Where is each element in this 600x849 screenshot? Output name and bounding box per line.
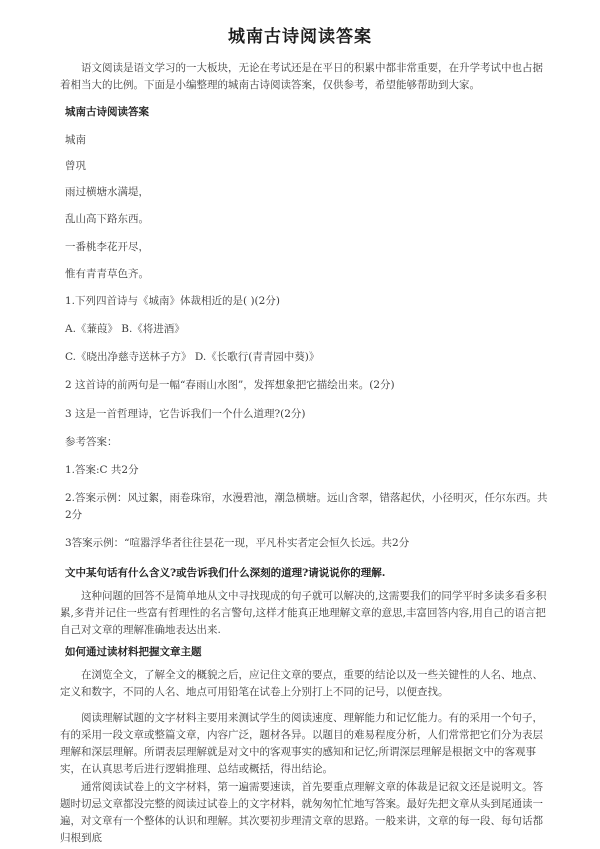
theme-paragraph-3: 通常阅读试卷上的文字材料，第一遍需要速读，首先要重点理解文章的体裁是记叙文还是说明文。答题时切忌文章都没完整的阅读过试卷上的文字材料，就匆匆忙忙地写答案。最好先把文章从头到尾通读一遍，对文章有一个整体的认识和理解。其次要初步理清文章的思路。一般来讲，文章的每一段、每句话都归根到底 (60, 781, 543, 844)
question-1-options-ab: A.《蒹葭》 B.《将进酒》 (65, 323, 185, 335)
question-2: 2 这首诗的前两句是一幅“春雨山水图”，发挥想象把它描绘出来。(2分) (65, 379, 395, 391)
question-1-options-cd: C.《晓出净慈寺送林子方》 D.《长歌行(青青园中葵)》 (65, 351, 320, 363)
answer-2: 2.答案示例：风过絮，雨卷珠帘，水漫碧池，潮急横塘。远山含翠，错落起伏，小径明灭，任尔东西。共2分 (65, 492, 548, 521)
poem-line-3: 一番桃李花开尽， (65, 241, 149, 253)
section-heading-meaning: 文中某句话有什么含义?或告诉我们什么深刻的道理?请说说你的理解. (65, 567, 386, 579)
answers-label: 参考答案： (65, 436, 118, 448)
page-title: 城南古诗阅读答案 (228, 27, 372, 47)
intro-paragraph: 语文阅读是语文学习的一大板块，无论在考试还是在平日的积累中都非常重要，在升学考试中也占据着相当大的比例。下面是小编整理的城南古诗阅读答案，仅供参考，希望能够帮助到大家。 (60, 62, 543, 91)
answer-3: 3答案示例：“喧嚣浮华者往往昙花一现，平凡朴实者定会恒久长远。共2分 (65, 537, 410, 549)
meaning-paragraph: 这种问题的回答不是简单地从文中寻找现成的句子就可以解决的,这需要我们的同学平时多读多看多积累,多背并记住一些富有哲理性的名言警句,这样才能真正地理解文章的意思,丰富回答内容,用自己的语言把自己对文章的理解准确地表达出来. (60, 590, 547, 636)
question-1: 1.下列四首诗与《城南》体裁相近的是( )(2分) (65, 295, 280, 307)
theme-paragraph-1: 在浏览全文，了解全文的概貌之后，应记住文章的要点，重要的结论以及一些关键性的人名、地点、定义和数字，不同的人名、地点可用铅笔在试卷上分别打上不同的记号，以便查找。 (60, 669, 543, 698)
poem-title: 城南 (65, 134, 86, 146)
answer-1: 1.答案:C 共2分 (65, 464, 139, 476)
poem-line-2: 乱山高下路东西。 (65, 213, 149, 225)
poem-line-1: 雨过横塘水满堤， (65, 186, 149, 198)
question-3: 3 这是一首哲理诗，它告诉我们一个什么道理?(2分) (65, 408, 306, 420)
theme-paragraph-2: 阅读理解试题的文字材料主要用来测试学生的阅读速度、理解能力和记忆能力。有的采用一个句子，有的采用一段文章或整篇文章，内容广泛，题材各异。以题目的难易程度分析，人们常常把它们分为表层理解和深层理解。所谓表层理解就是对文中的客观事实的感知和记忆;所谓深层理解是根据文中的客观事实，在认真思考后进行逻辑推理、总结或概括，得出结论。 (60, 712, 543, 775)
section-heading-poem-answers: 城南古诗阅读答案 (65, 106, 149, 118)
poem-author: 曾巩 (65, 160, 86, 172)
section-heading-theme: 如何通过读材料把握文章主题 (65, 646, 202, 658)
poem-line-4: 惟有青青草色齐。 (65, 268, 149, 280)
